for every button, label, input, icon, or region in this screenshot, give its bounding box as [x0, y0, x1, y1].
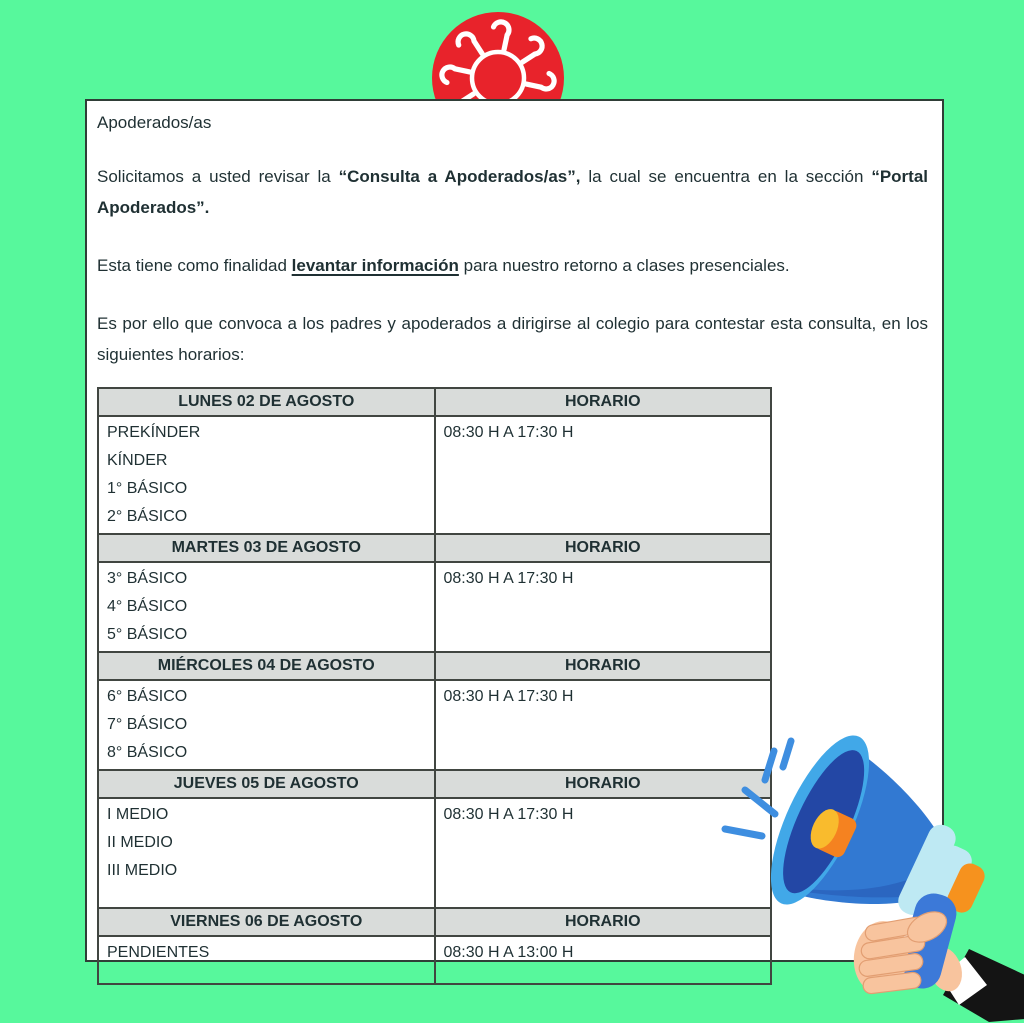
table-day-header-row: [98, 652, 771, 680]
text-run: “Portal Apoderados”.: [97, 167, 928, 217]
group-line: PENDIENTES: [107, 944, 210, 961]
group-line: PREKÍNDER: [107, 424, 201, 441]
group-line: 4° BÁSICO: [107, 598, 188, 615]
table-body-row: [98, 936, 771, 984]
day-header-cell: MIÉRCOLES 04 DE AGOSTO: [98, 652, 435, 680]
day-header-cell: JUEVES 05 DE AGOSTO: [98, 770, 435, 798]
table-body-row: [98, 562, 771, 652]
table-body-row: [98, 416, 771, 534]
time-cell: 08:30 H A 17:30 H: [435, 798, 772, 908]
table-day-header-row: [98, 534, 771, 562]
groups-cell: [98, 416, 435, 534]
group-line: III MEDIO: [107, 862, 178, 879]
text-run: “Consulta a Apoderados/as”,: [338, 167, 581, 186]
group-line: 5° BÁSICO: [107, 626, 188, 643]
group-line: II MEDIO: [107, 834, 173, 851]
time-cell: 08:30 H A 17:30 H: [435, 562, 772, 652]
time-cell: 08:30 H A 17:30 H: [435, 680, 772, 770]
group-line: I MEDIO: [107, 806, 169, 823]
page-title: Apoderados/as: [97, 113, 212, 132]
paragraph: [97, 250, 928, 281]
horario-header-cell: HORARIO: [435, 770, 772, 798]
megaphone-announcement-icon: [695, 733, 1024, 1023]
paragraph: [97, 308, 928, 370]
groups-cell: [98, 798, 435, 908]
group-line: 6° BÁSICO: [107, 688, 188, 705]
group-line: 3° BÁSICO: [107, 570, 188, 587]
group-line: 8° BÁSICO: [107, 744, 188, 761]
group-line: 2° BÁSICO: [107, 508, 188, 525]
groups-cell: [98, 680, 435, 770]
group-line: KÍNDER: [107, 452, 168, 469]
paragraph: [97, 161, 928, 223]
group-line: 1° BÁSICO: [107, 480, 188, 497]
day-header-cell: MARTES 03 DE AGOSTO: [98, 534, 435, 562]
text-run: para nuestro retorno a clases presenciales.: [458, 256, 790, 275]
day-header-cell: VIERNES 06 DE AGOSTO: [98, 908, 435, 936]
text-run: Es por ello que convoca a los padres y apoderados a dirigirse al colegio para contestar esta consulta, en los siguientes horarios:: [97, 314, 928, 364]
groups-cell: [98, 936, 435, 984]
table-body-row: [98, 798, 771, 908]
horario-header-cell: HORARIO: [435, 652, 772, 680]
table-body-row: [98, 680, 771, 770]
table-day-header-row: [98, 908, 771, 936]
groups-cell: [98, 562, 435, 652]
horario-header-cell: HORARIO: [435, 388, 772, 416]
time-cell: 08:30 H A 13:00 H: [435, 936, 772, 984]
horario-header-cell: HORARIO: [435, 534, 772, 562]
group-line: 7° BÁSICO: [107, 716, 188, 733]
text-run: levantar información: [291, 256, 459, 275]
text-run: Solicitamos a usted revisar la: [97, 167, 339, 186]
day-header-cell: LUNES 02 DE AGOSTO: [98, 388, 435, 416]
table-day-header-row: [98, 770, 771, 798]
schedule-table: [97, 387, 772, 985]
text-run: la cual se encuentra en la sección: [580, 167, 872, 186]
time-cell: 08:30 H A 17:30 H: [435, 416, 772, 534]
table-day-header-row: [98, 388, 771, 416]
text-run: Esta tiene como finalidad: [97, 256, 292, 275]
document-body-text: [97, 161, 928, 370]
sound-dashes-icon: [725, 741, 791, 836]
horario-header-cell: HORARIO: [435, 908, 772, 936]
